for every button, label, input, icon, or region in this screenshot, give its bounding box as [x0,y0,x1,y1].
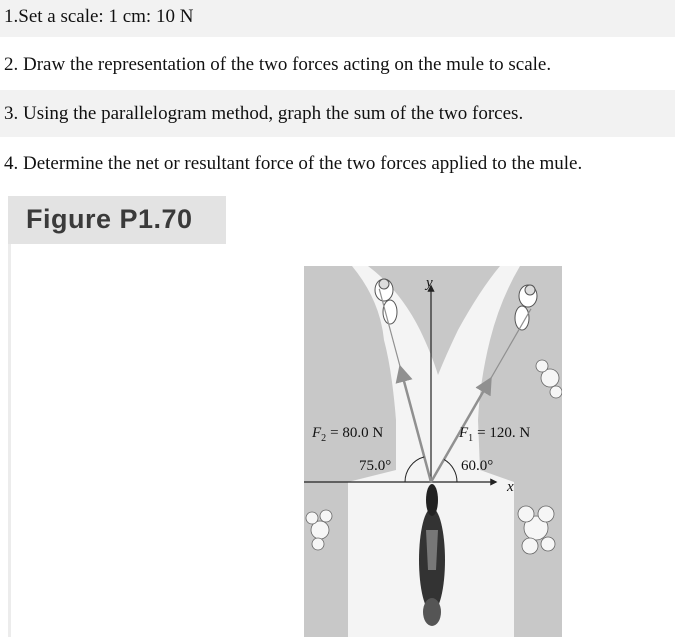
force-2-symbol: F [312,425,322,441]
question-3: 3. Using the parallelogram method, graph the sum of the two forces. [4,103,524,124]
force-2-angle-label: 75.0° [359,458,392,474]
x-axis-label: x [507,479,514,495]
force-1-angle-label: 60.0° [461,458,494,474]
force-1-subscript: 1 [468,433,474,444]
question-2: 2. Draw the representation of the two forces acting on the mule to scale. [4,54,552,75]
force-1-value: = 120. N [477,425,531,441]
question-4: 4. Determine the net or resultant force of the two forces applied to the mule. [4,153,583,174]
lower-left-grass [304,482,348,637]
question-1: 1.Set a scale: 1 cm: 10 N [4,6,194,27]
figure-title: Figure P1.70 [26,204,193,234]
force-1-symbol: F [459,425,469,441]
y-axis-label: y [426,275,433,291]
lower-right-grass [514,482,562,637]
force-2-subscript: 2 [321,433,327,444]
force-2-value: = 80.0 N [330,425,384,441]
